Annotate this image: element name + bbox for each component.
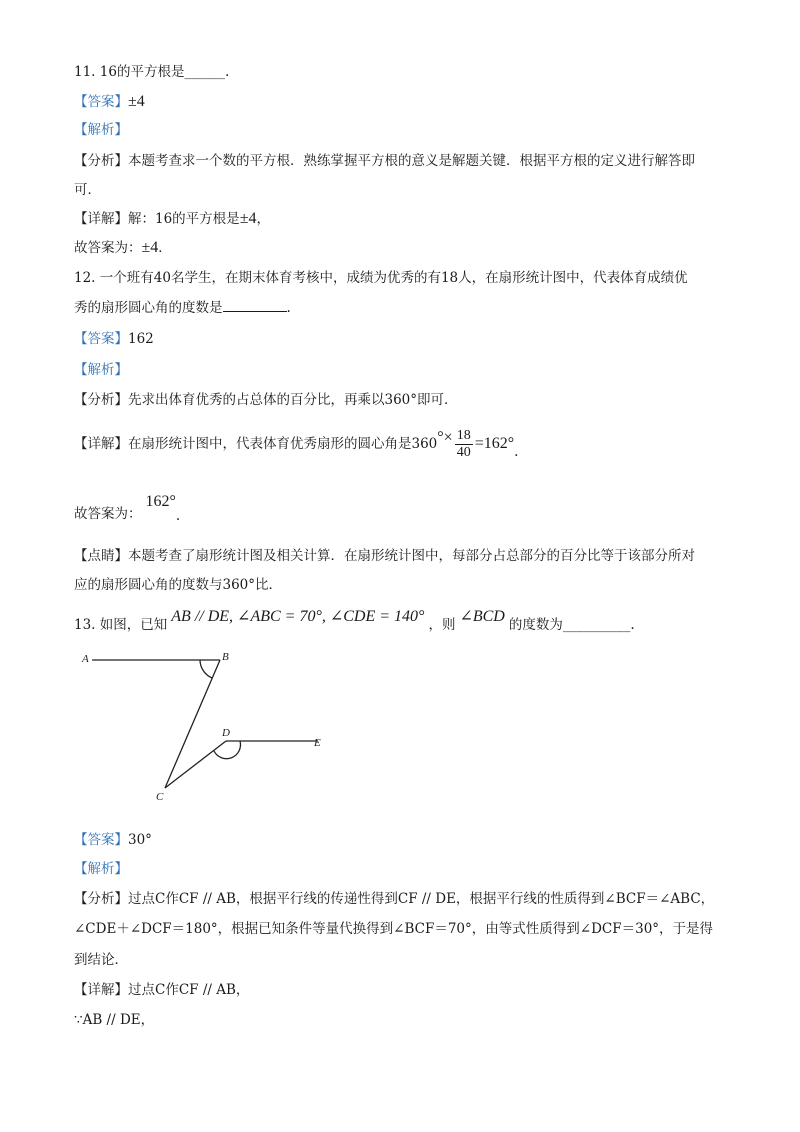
label-a: A (82, 653, 89, 665)
q13-fenxi-line3: 到结论． (74, 952, 128, 968)
q12-detail: 【详解】在扇形统计图中，代表体育优秀扇形的圆心角是360°× $\frac{18}{40}$ =162°. (74, 428, 519, 460)
angle-cde-arc (214, 741, 240, 759)
detail-tag: 【详解】 (74, 436, 128, 452)
detail-tag: 【详解】 (74, 982, 128, 998)
q11-answer: ±4 (128, 93, 145, 110)
q11-analysis-tag: 【解析】 (74, 122, 128, 138)
label-b: B (222, 651, 229, 663)
q12-fenxi: 【分析】先求出体育优秀的占总体的百分比，再乘以360°即可． (74, 392, 458, 408)
q13-given-math: AB // DE, ∠ABC = 70°, ∠CDE = 140° (171, 608, 425, 625)
label-d: D (222, 727, 230, 739)
answer-tag: 【答案】 (74, 331, 128, 347)
q11-conclusion: 故答案为：±4． (74, 239, 172, 256)
answer-tag: 【答案】 (74, 832, 128, 848)
q13-target-angle: ∠BCD (459, 608, 505, 625)
line-bc (165, 660, 220, 788)
q12-analysis-tag: 【解析】 (74, 362, 128, 378)
label-c: C (156, 791, 164, 803)
fenxi-tag: 【分析】 (74, 891, 128, 907)
q13-fenxi-line1: 【分析】过点C作CF // AB，根据平行线的传递性得到CF // DE，根据平行线的性质得到∠BCF＝∠ABC， (74, 891, 715, 907)
q12-dianjing-line1: 【点睛】本题考查了扇形统计图及相关计算．在扇形统计图中，每部分占总部分的百分比等于该部分所对 (74, 548, 695, 564)
q12-answer-line (74, 329, 154, 349)
q12-question-line2: 秀的扇形圆心角的度数是 . (74, 300, 291, 316)
q12-question-line1: 12. 一个班有40名学生，在期末体育考核中，成绩为优秀的有18人，在扇形统计图中，代表体育成绩优 (74, 270, 688, 286)
detail-tag: 【详解】 (74, 211, 128, 227)
q11-detail: 【详解】解：16的平方根是±4， (74, 210, 270, 227)
q11-question: 11. 16的平方根是______. (74, 64, 230, 80)
q12-conclusion: 故答案为：162°. (74, 493, 181, 524)
q13-analysis-tag: 【解析】 (74, 861, 128, 877)
answer-blank (223, 299, 287, 312)
q13-question: 13. 如图，已知 AB // DE, ∠ABC = 70°, ∠CDE = 140° ，则 ∠BCD 的度数为__________. (74, 608, 635, 633)
answer-tag: 【答案】 (74, 94, 128, 110)
q12-dianjing-line2: 应的扇形圆心角的度数与360°比． (74, 577, 283, 593)
q11-fenxi-line2: 可． (74, 182, 101, 198)
q13-answer: 30° (128, 832, 152, 848)
fenxi-tag: 【分析】 (74, 153, 128, 169)
line-cd (165, 741, 226, 788)
angle-abc-arc (200, 660, 212, 678)
q13-because: ∵AB // DE， (74, 1012, 155, 1028)
dianjing-tag: 【点睛】 (74, 548, 128, 564)
fenxi-tag: 【分析】 (74, 392, 128, 408)
label-e: E (314, 737, 321, 749)
q13-detail: 【详解】过点C作CF // AB， (74, 982, 250, 998)
q13-answer-line (74, 830, 152, 850)
q11-answer-line (74, 92, 145, 112)
geometry-figure (80, 648, 340, 808)
q12-answer: 162 (128, 331, 154, 347)
q13-fenxi-line2: ∠CDE＋∠DCF＝180°，根据已知条件等量代换得到∠BCF＝70°，由等式性质得到∠DCF＝30°，于是得 (74, 921, 714, 937)
q11-fenxi-line1: 【分析】本题考查求一个数的平方根．熟练掌握平方根的意义是解题关键．根据平方根的定义进行解答即 (74, 153, 695, 169)
fraction: $\frac{18}{40}$ (456, 428, 471, 460)
